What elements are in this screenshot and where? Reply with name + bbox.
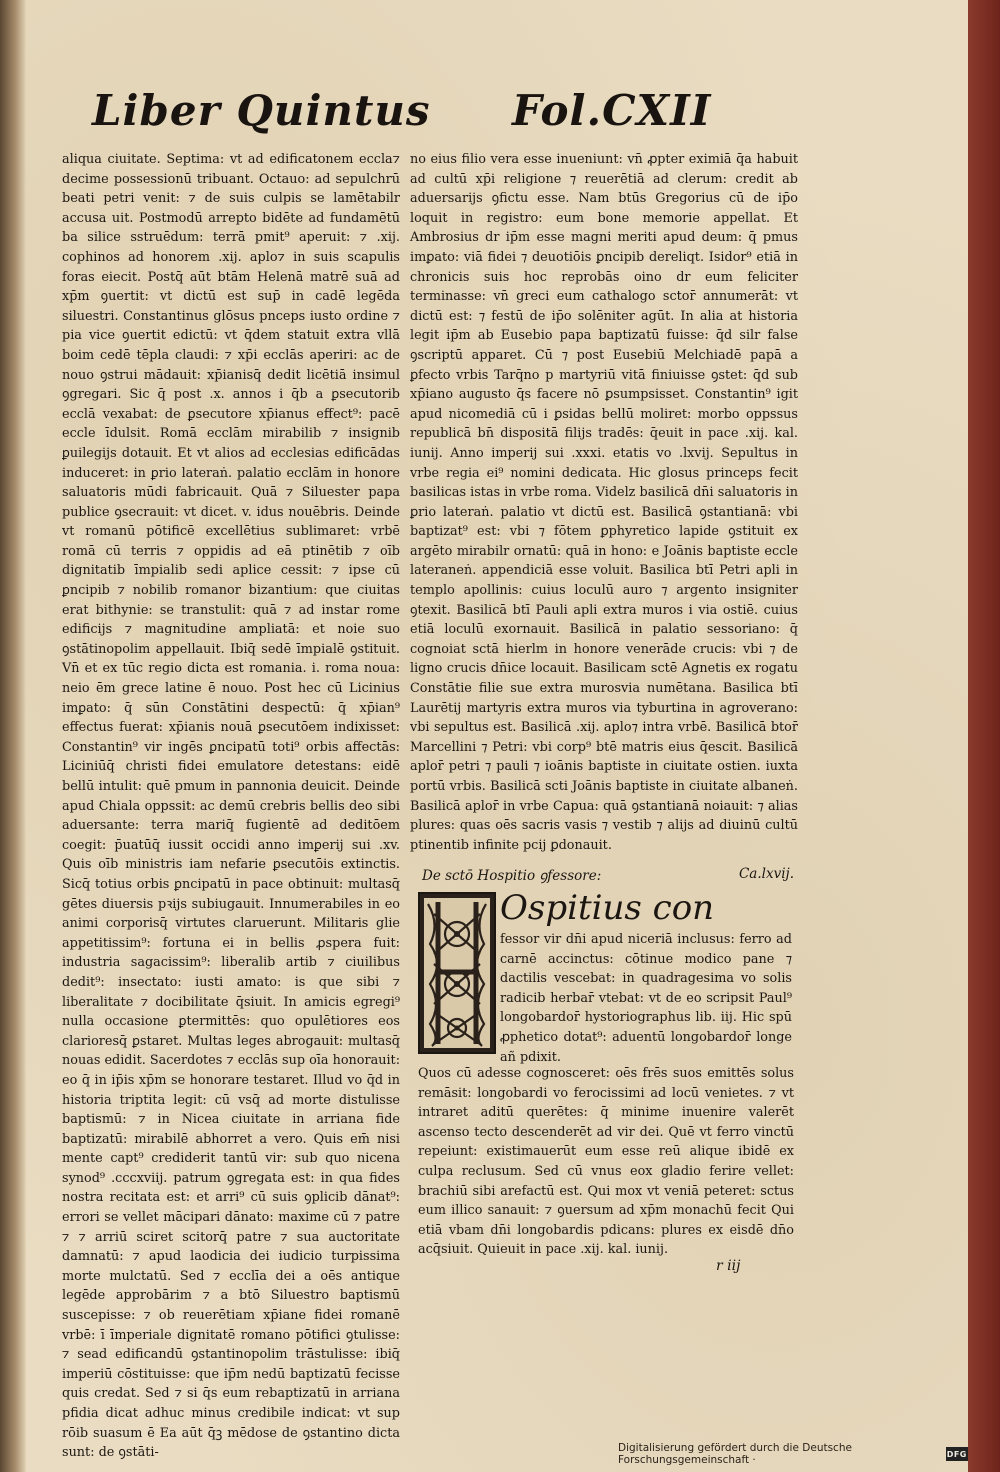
chapter-text-beside-initial: fessor vir dn̄i apud niceriā inclusus: ferro ad carnē accinctus: cōtinue modico pane ⁊ dactilis vescebat: in quadragesima vo solis radicib herbar̄ vtebat: vt de eo scripsit Paul⁹ longobardor̄ hystoriographus lib. iij. Hic spū ꝓphetico dotat⁹: aduentū longobardor̄ longe añ pdixit. [500,932,792,1065]
printer-signature-mark: r iij [716,1258,741,1274]
text-column-right [410,150,798,855]
digitization-credit [618,1444,968,1464]
chapter-number: Ca.lxvij. [738,866,794,882]
chapter-text-below-initial: Quos cū adesse cognosceret: oēs frēs suos emittēs solus remāsit: longobardi vo ferocissimi ad locū venietes. ⁊ vt intraret aditū querētes: q̄ minime inuenire valerēt ascenso tecto descenderēt ad vir dei. Quē vt ferro vinctū repeiunt: existimauerūt eum esse reū alique ibidē ex culpa reclusum. Sed cū vnus eox gladio ferire vellet: brachiū sibi arefactū est. Qui mox vt veniā peteret: sctus eum illico sanauit: ⁊ ꝯuersum ad xp̄m monachū fecit Qui etiā vbam dn̄i longobardis pdicans: plures ex eisdē dn̄o acq̄siuit. Quieuit in pace .xij. kal. iunij. [418,1066,794,1258]
column-right-text: no eius filio vera esse inueniunt: vn̄ ꝓpter eximiā q̄a habuit ad cultū xp̄i religione ⁊ reuerētiā ad clerum: credit ab aduersarijs ꝯfictu esse. Nam btūs Gregorius cū de ip̄o loquit in registro: eum bone memorie appellat. Et Ambrosius dr ip̄m esse magni meriti apud deum: q̄ pmus imꝑato: viā fidei ⁊ deuotiōis ꝑncipib dereliqt. Isidor⁹ etiā in chronicis suis hoc reprobās oino dr eum feliciter terminasse: vn̄ greci eum cathalogo sctor̄ annumerāt: vt dictū est: ⁊ festū de ip̄o solēniter agūt. In alia at historia legit ip̄m ab Eusebio papa baptizatū fuisse: q̄d silr false ꝯscriptū apparet. Cū ⁊ post Eusebiū Melchiadē papā a ꝑfecto vrbis Tarq̄no p martyriū vitā finiuisse ꝯstet: q̄d sub xp̄iano augusto q̄s facere nō ꝑsumpsisset. Constantin⁹ igit apud nicomediā cū i ꝑsidas bellū moliret: morbo oppssus republicā bn̄ dispositā filijs tradēs: q̄euit in pace .xij. kal. iunij. Anno imperij sui .xxxi. etatis vo .lxvij. Sepultus in vrbe regia ei⁹ nomini dedicata. Hic glosus princeps fecit basilicas istas in vrbe roma. Videlz basilicā dn̄i saluatoris in ꝑrio lateraṅ. palatio vt dictū est. Basilicā ꝯstantianā: vbi baptizat⁹ est: vbi ⁊ fōtem ꝑphyretico lapide ꝯstituit ex argēto mirabilr ornatū: quā in hono: e Joānis baptiste eccle lateraneṅ. appendiciā esse voluit. Basilica btī Petri apli in templo apollinis: cuius loculū auro ⁊ argento insigniter ꝯtexit. Basilicā btī Pauli apli extra muros i via ostiē. cuius etiā loculū exornauit. Basilicā in palatio sessoriano: q̄ cognoiat sctā hierlm in honore venerāde crucis: vbi ⁊ de ligno crucis dn̄ice locauit. Basilicam sctē Agnetis ex rogatu Constātie filie sue extra murosvia numētana. Basilica btī Laurētij martyris extra muros via tyburtina in agroverano: vbi sepultus est. Basilicā .xij. aplo⁊ intra vrbē. Basilicā btor̄ Marcellini ⁊ Petri: vbi corp⁹ btē matris eius q̄escit. Basilicā aplor̄ petri ⁊ pauli ⁊ ioānis baptiste in ciuitate ostien. iuxta portū vrbis. Basilicā scti Joānis baptiste in ciuitate albaneṅ. Basilicā aplor̄ in vrbe Capua: quā ꝯstantianā noiauit: ⁊ alias plures: quas oēs sacris vasis ⁊ vestib ⁊ alijs ad diuinū cultū ptinentib infinite pcij ꝑdonauit. [410,152,798,853]
chapter-heading [422,866,794,884]
footer-credit-text: Digitalisierung gefördert durch die Deutsche Forschungsgemeinschaft · [618,1442,852,1466]
running-head-left: Liber Quintus [92,86,431,135]
page-gutter [0,0,26,1472]
chapter-title: De sctō Hospitio ꝯfessore: [422,868,602,884]
dfg-logo-icon: DFG [946,1447,968,1461]
book-binding-edge [968,0,1000,1472]
initial-ornament-icon [420,894,494,1052]
column-left-text: aliqua ciuitate. Septima: vt ad edificatonem eccla⁊ decime possessionū tribuant. Octauo: ad sepulchrū beati petri venit: ⁊ de suis culpis se lamētabilr accusa uit. Postmodū arrepto bidēte ad fundamētū ba silice sstruēdum: terrā pmit⁹ aperuit: ⁊ .xij. cophinos ad honorem .xij. aplo⁊ in suis scapulis foras eiecit. Postq̄ aūt btām Helenā matrē suā ad xp̄m ꝯuertit: vt dictū est sup̄ in cadē legēda siluestri. Constantinus glōsus pnceps iusto ordine ⁊ pia vice ꝯuertit edictū: vt q̄dem statuit extra vllā boim cedē tēpla claudi: ⁊ xp̄i ecclās aperiri: ac de nouo ꝯstrui mādauit: xp̄ianisq̄ dedit licētiā insimul ꝯgregari. Sic q̄ post .x. annos i q̄b a ꝑsecutorib ecclā vexabat: de ꝑsecutore xp̄ianus effect⁹: pacē eccle īdulsit. Romā ecclām mirabilib ⁊ insignib ꝑuilegijs dotauit. Et vt alios ad ecclesias edificādas induceret: in ꝑrio lateraṅ. palatio ecclām in honore saluatoris mūdi fabricauit. Quā ⁊ Siluester papa publice ꝯsecrauit: vt dicet. v. idus nouēbris. Deinde vt romanū pōtificē excellētius sublimaret: vrbē romā cū terris ⁊ oppidis ad eā ptinētib ⁊ oīb dignitatib īmpialib sedi aplice cessit: ⁊ ipse cū ꝑncipib ⁊ nobilib romanor bizantium: que ciuitas erat bithynie: se transtulit: quā ⁊ ad instar rome edificijs ⁊ magnitudine ampliatā: et noie suo ꝯstātinopolim appellauit. Ibiq̄ sedē īmpialē ꝯstituit. Vn̄ et ex tūc regio dicta est romania. i. roma noua: neio ēm grece latine ē nouo. Post hec cū Licinius imꝑato: q̄ sūn Constātini despectū: q̄ xp̄ian⁹ effectus fuerat: xp̄ianis nouā ꝑsecutōem indixisset: Constantin⁹ vir ingēs ꝑncipatū toti⁹ orbis affectās: Liciniūq̄ christi fidei emulatore detestans: eidē bellū intulit: quē pmum in pannonia deuicit. Deinde apud Chiala oppssit: ac demū crebris bellis deo sibi aduersante: terra mariq̄ fugientē ad deditōem coegit: p̄uatūq̄ iussit occidi anno imꝑerij sui .xv. Quis oīb ministris iam nefarie ꝑsecutōis extinctis. Sicq̄ totius orbis ꝑncipatū in pace obtinuit: multasq̄ gētes diuersis pꝛijs subiugauit. Innumerabiles in eo animi corporisq̄ virtutes claruerunt. Militaris glie appetitissim⁹: fortuna ei in bellis ꝓspera fuit: industria sagacissim⁹: liberalib artib ⁊ ciuilibus dedit⁹: insectato: iusti amato: is que sibi ⁊ liberalitate ⁊ docibilitate q̄siuit. In amicis egregi⁹ nulla occasione ꝑtermittēs: quo opulētiores eos clarioresq̄ ꝑstaret. Multas leges abrogauit: multasq̄ nouas edidit. Sacerdotes ⁊ ecclās sup oīa honorauit: eo q̄ in ip̄is xp̄m se honorare testaret. Illud vo q̄d in historia triptita legit: cū vsq̄ ad morte distulisse baptismū: ⁊ in Nicea ciuitate in arriana fide baptizatū: mirabilē abhorret a vero. Quis em̄ nisi mente capt⁹ crediderit tantū vir: sub quo nicena synod⁹ .cccxviij. patrum ꝯgregata est: in qua fides nostra recitata est: et arri⁹ cū suis ꝯplicib dānat⁹: errori se vellet mācipari dānato: maxime cū ⁊ patre ⁊ ⁊ arriū sciret scitorq̄ patre ⁊ sua auctoritate damnatū: ⁊ apud laodicia dei iudicio turpissima morte mulctatū. Sed ⁊ ecclīa dei a oēs antique legēde approbārim ⁊ a btō Siluestro baptismū suscepisse: ⁊ ob reuerētiam xp̄iane fidei romanē vrbē: ī īmperiale dignitatē romano pōtifici ꝯtulisse: ⁊ sead edificandū ꝯstantinopolim trāstulisse: ibiq̄ imperiū cōstituisse: que ip̄m nedū baptizatū fecisse quis credat. Sed ⁊ si q̄s eum rebaptizatū in arriana pfidia dicat adhuc minus credibile indicat: vt sup rōib suasum ē Ea aūt q̄ꝫ mēdose de ꝯstantino dicta sunt: de ꝯstāti- [62,152,401,1461]
text-column-left [62,150,400,1463]
running-head-folio: Fol.CXII [512,86,712,135]
chapter-drop-title: Ospitius con [500,888,715,928]
decorated-initial-h [418,892,496,1054]
